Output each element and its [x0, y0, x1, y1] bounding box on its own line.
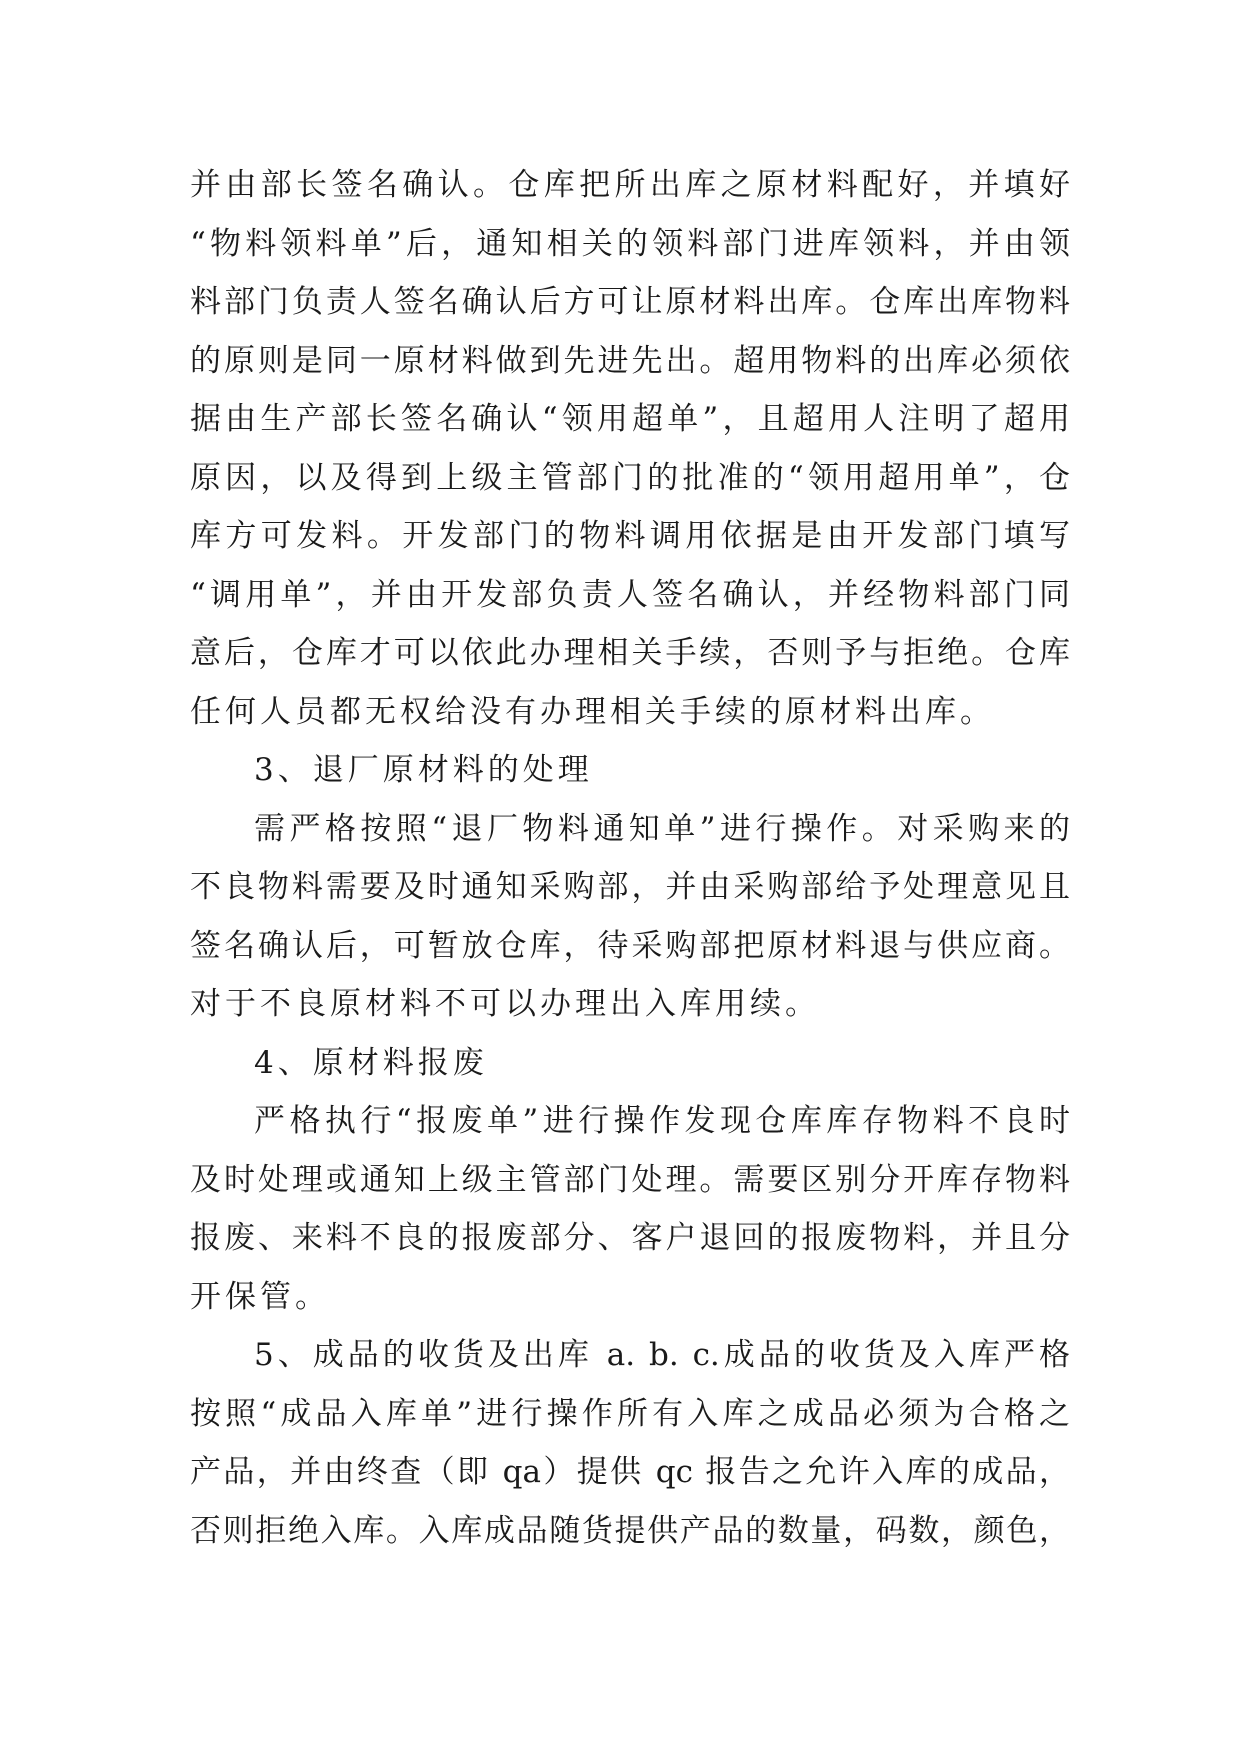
text-line: 意后，仓库才可以依此办理相关手续，否则予与拒绝。仓库 — [190, 635, 1070, 671]
text-line: 并由部长签名确认。仓库把所出库之原材料配好，并填好 — [190, 167, 1070, 203]
text-line: 产品，并由终查（即 qa）提供 qc 报告之允许入库的成品， — [190, 1454, 1070, 1490]
text-line: 库方可发料。开发部门的物料调用依据是由开发部门填写 — [190, 518, 1070, 554]
text-line: 原因，以及得到上级主管部门的批准的“领用超用单”，仓 — [190, 459, 1070, 496]
paragraph-first-line: 需严格按照“退厂物料通知单”进行操作。对采购来的 — [254, 810, 1070, 847]
text-line: 的原则是同一原材料做到先进先出。超用物料的出库必须依 — [190, 342, 1070, 379]
paragraph-last-line: 对于不良原材料不可以办理出入库用续。 — [190, 986, 820, 1022]
paragraph-first-line: 严格执行“报废单”进行操作发现仓库库存物料不良时 — [254, 1103, 1070, 1139]
text-line: 按照“成品入库单”进行操作所有入库之成品必须为合格之 — [190, 1395, 1070, 1432]
text-line: 报废、来料不良的报废部分、客户退回的报废物料，并且分 — [190, 1220, 1070, 1256]
section-heading: 5、成品的收货及出库 a. b. c.成品的收货及入库严格 — [254, 1337, 1070, 1373]
paragraph-last-line: 开保管。 — [190, 1278, 330, 1315]
text-line: 签名确认后，可暂放仓库，待采购部把原材料退与供应商。 — [190, 927, 1070, 964]
text-line: 据由生产部长签名确认“领用超单”，且超用人注明了超用 — [190, 401, 1070, 437]
text-line: 料部门负责人签名确认后方可让原材料出库。仓库出库物料 — [190, 284, 1070, 320]
text-line: 及时处理或通知上级主管部门处理。需要区别分开库存物料 — [190, 1161, 1070, 1198]
document-body — [190, 156, 1070, 1560]
text-line: “调用单”，并由开发部负责人签名确认，并经物料部门同 — [190, 576, 1070, 613]
text-line: 否则拒绝入库。入库成品随货提供产品的数量，码数，颜色， — [190, 1512, 1070, 1549]
section-heading: 3、退厂原材料的处理 — [254, 752, 593, 788]
text-line: “物料领料单”后，通知相关的领料部门进库领料，并由领 — [190, 225, 1070, 262]
paragraph-last-line: 任何人员都无权给没有办理相关手续的原材料出库。 — [190, 693, 995, 730]
text-line: 不良物料需要及时通知采购部，并由采购部给予处理意见且 — [190, 869, 1070, 905]
section-heading: 4、原材料报废 — [254, 1044, 488, 1081]
